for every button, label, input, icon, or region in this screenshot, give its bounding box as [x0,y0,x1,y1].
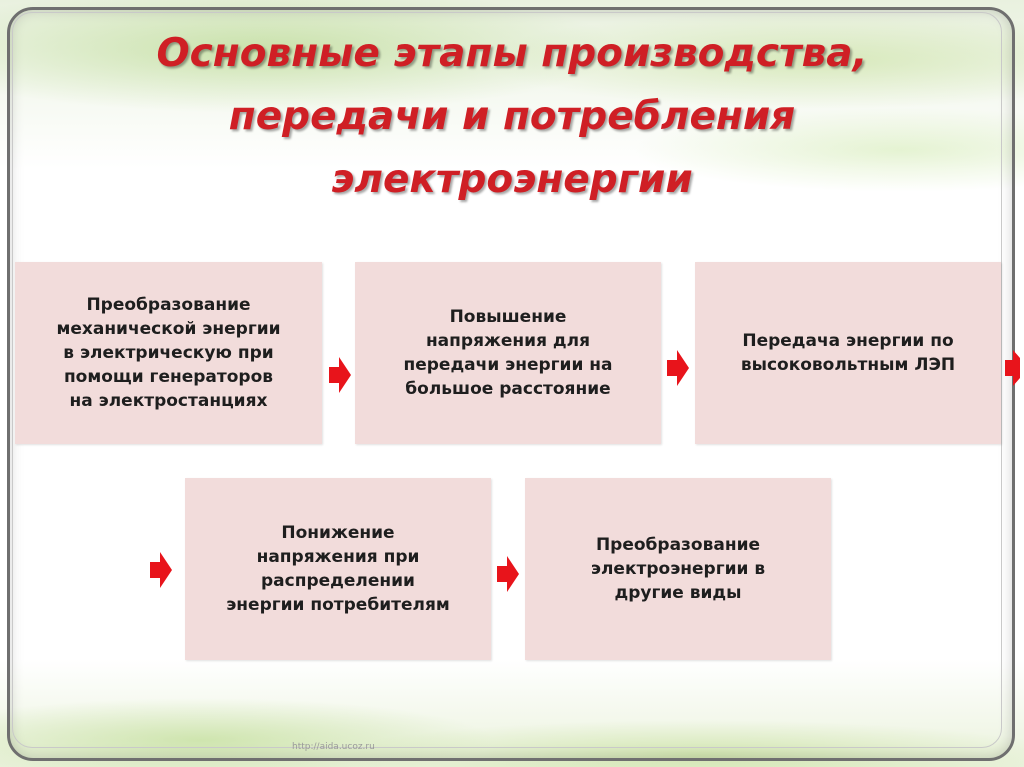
stage-label-transmission: Передача энергии по высоковольтным ЛЭП [740,331,956,375]
arrow-right-icon [150,552,172,588]
arrow-right-icon [1005,350,1020,386]
stage-box-step-down [185,478,491,660]
arrow-right-icon [329,357,351,393]
slide-title [40,22,984,211]
title-line-2: передачи и потребления [228,94,796,139]
stage-label-generation: Преобразование механической энергии в электрическую при помощи генераторов на электростанциях [56,295,281,411]
stage-label-step-up: Повышение напряжения для передачи энергии на большое расстояние [403,307,613,399]
stage-box-step-up [355,262,661,444]
stage-box-conversion [525,478,831,660]
title-line-3: электроэнергии [331,157,693,202]
stage-label-step-down: Понижение напряжения при распределении энергии потребителям [226,523,450,615]
stage-box-transmission [695,262,1001,444]
stage-box-generation [15,262,322,444]
title-line-1: Основные этапы производства, [156,31,868,76]
arrow-right-icon [667,350,689,386]
stage-label-conversion: Преобразование электроэнергии в другие виды [590,535,766,603]
arrow-right-icon [497,556,519,592]
footer-url: http://aida.ucoz.ru [292,742,375,752]
